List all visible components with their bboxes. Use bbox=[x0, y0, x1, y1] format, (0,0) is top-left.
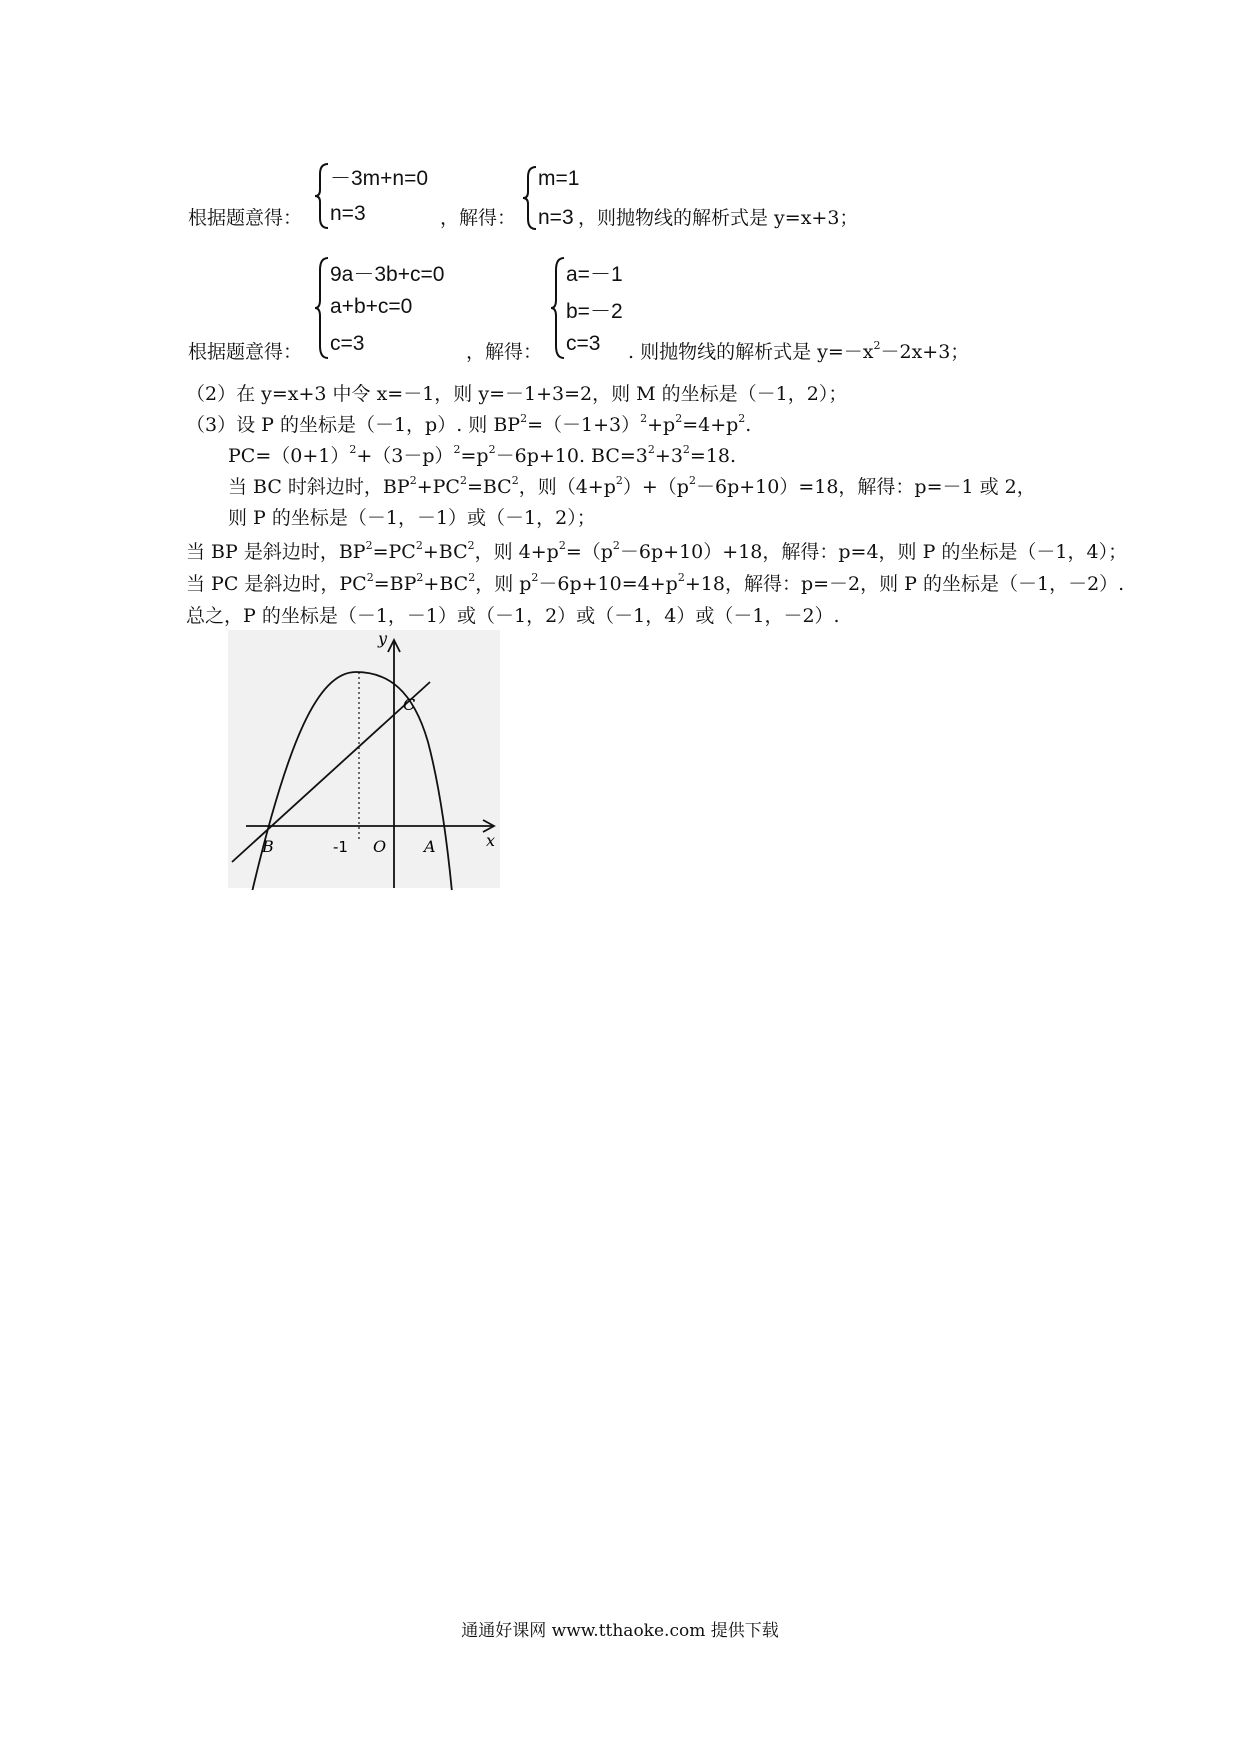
part3-line3: 当 BC 时斜边时，$BP^2+PC^2=BC^2$，则$(4+p^2)+(p^2-6p+10)=18$，解得：p=－1 或 2， bbox=[228, 474, 1036, 498]
system1-eq1: －3m+n=0 bbox=[330, 167, 429, 190]
system4-eq1: a=－1 bbox=[566, 263, 623, 286]
line1-suffix: ，则抛物线的解析式是 y=x+3； bbox=[578, 207, 859, 229]
line2-suffix-b: －2x+3； bbox=[880, 341, 970, 363]
parabola-graph bbox=[228, 630, 508, 890]
label-o: O bbox=[373, 837, 387, 856]
part3-line6: 当 PC 是斜边时，$PC^2=BP^2+BC^2$，则 $p^2-6p+10=4+p^2+18$，解得：p=－2，则 P 的坐标是（－1，－2）. bbox=[186, 571, 1125, 595]
line2-exp: 2 bbox=[873, 339, 881, 352]
system4-eq2: b=－2 bbox=[566, 300, 623, 323]
label-neg1: -1 bbox=[333, 838, 348, 856]
line2-suffix bbox=[628, 340, 969, 364]
system3-eq2: a+b+c=0 bbox=[330, 295, 413, 318]
system1-eq2: n=3 bbox=[330, 202, 366, 225]
line1-prefix: 根据题意得： bbox=[188, 207, 303, 229]
part3-line4: 则 P 的坐标是（－1，－1）或（－1，2）； bbox=[228, 507, 596, 529]
system2-eq1: m=1 bbox=[538, 167, 580, 190]
label-c: C bbox=[403, 695, 416, 714]
line2-mid: ，解得： bbox=[466, 341, 543, 363]
system3-brace bbox=[314, 256, 330, 360]
line1-mid: ，解得： bbox=[440, 207, 517, 229]
label-b: B bbox=[262, 837, 274, 856]
line2-suffix-a: . 则抛物线的解析式是 y=－x bbox=[628, 341, 874, 363]
line2-prefix: 根据题意得： bbox=[188, 341, 303, 363]
system3-eq3: c=3 bbox=[330, 332, 365, 355]
system4-eq3: c=3 bbox=[566, 332, 601, 355]
system4-brace bbox=[550, 256, 566, 360]
system2-brace bbox=[522, 165, 538, 231]
part3-line5: 当 BP 是斜边时，$BP^2=PC^2+BC^2$，则 $4+p^2=(p^2-6p+10)+18$，解得：p=4，则 P 的坐标是（－1，4）； bbox=[186, 539, 1128, 563]
system1-brace bbox=[314, 162, 330, 230]
system2-eq2: n=3 bbox=[538, 206, 574, 229]
label-a: A bbox=[424, 837, 436, 856]
part3-line2: $PC=(0+1)^2+(3-p)^2=p^2-6p+10$. $BC=3^2+3^2=18$. bbox=[228, 443, 737, 467]
label-x: x bbox=[486, 831, 496, 850]
part2-line: （2）在 y=x+3 中令 x=－1，则 y=－1+3=2，则 M 的坐标是（－1，2）； bbox=[186, 383, 848, 405]
footer: 通通好课网 www.tthaoke.com 提供下载 bbox=[461, 1621, 779, 1641]
part3-line1: （3）设 P 的坐标是（－1，p）. 则 $BP^2=(-1+3)^2+p^2=4+p^2$. bbox=[186, 412, 752, 436]
label-y: y bbox=[378, 630, 388, 648]
system3-eq1: 9a－3b+c=0 bbox=[330, 263, 445, 286]
part3-line7: 总之，P 的坐标是（－1，－1）或（－1，2）或（－1，4）或（－1，－2）. bbox=[186, 605, 840, 627]
